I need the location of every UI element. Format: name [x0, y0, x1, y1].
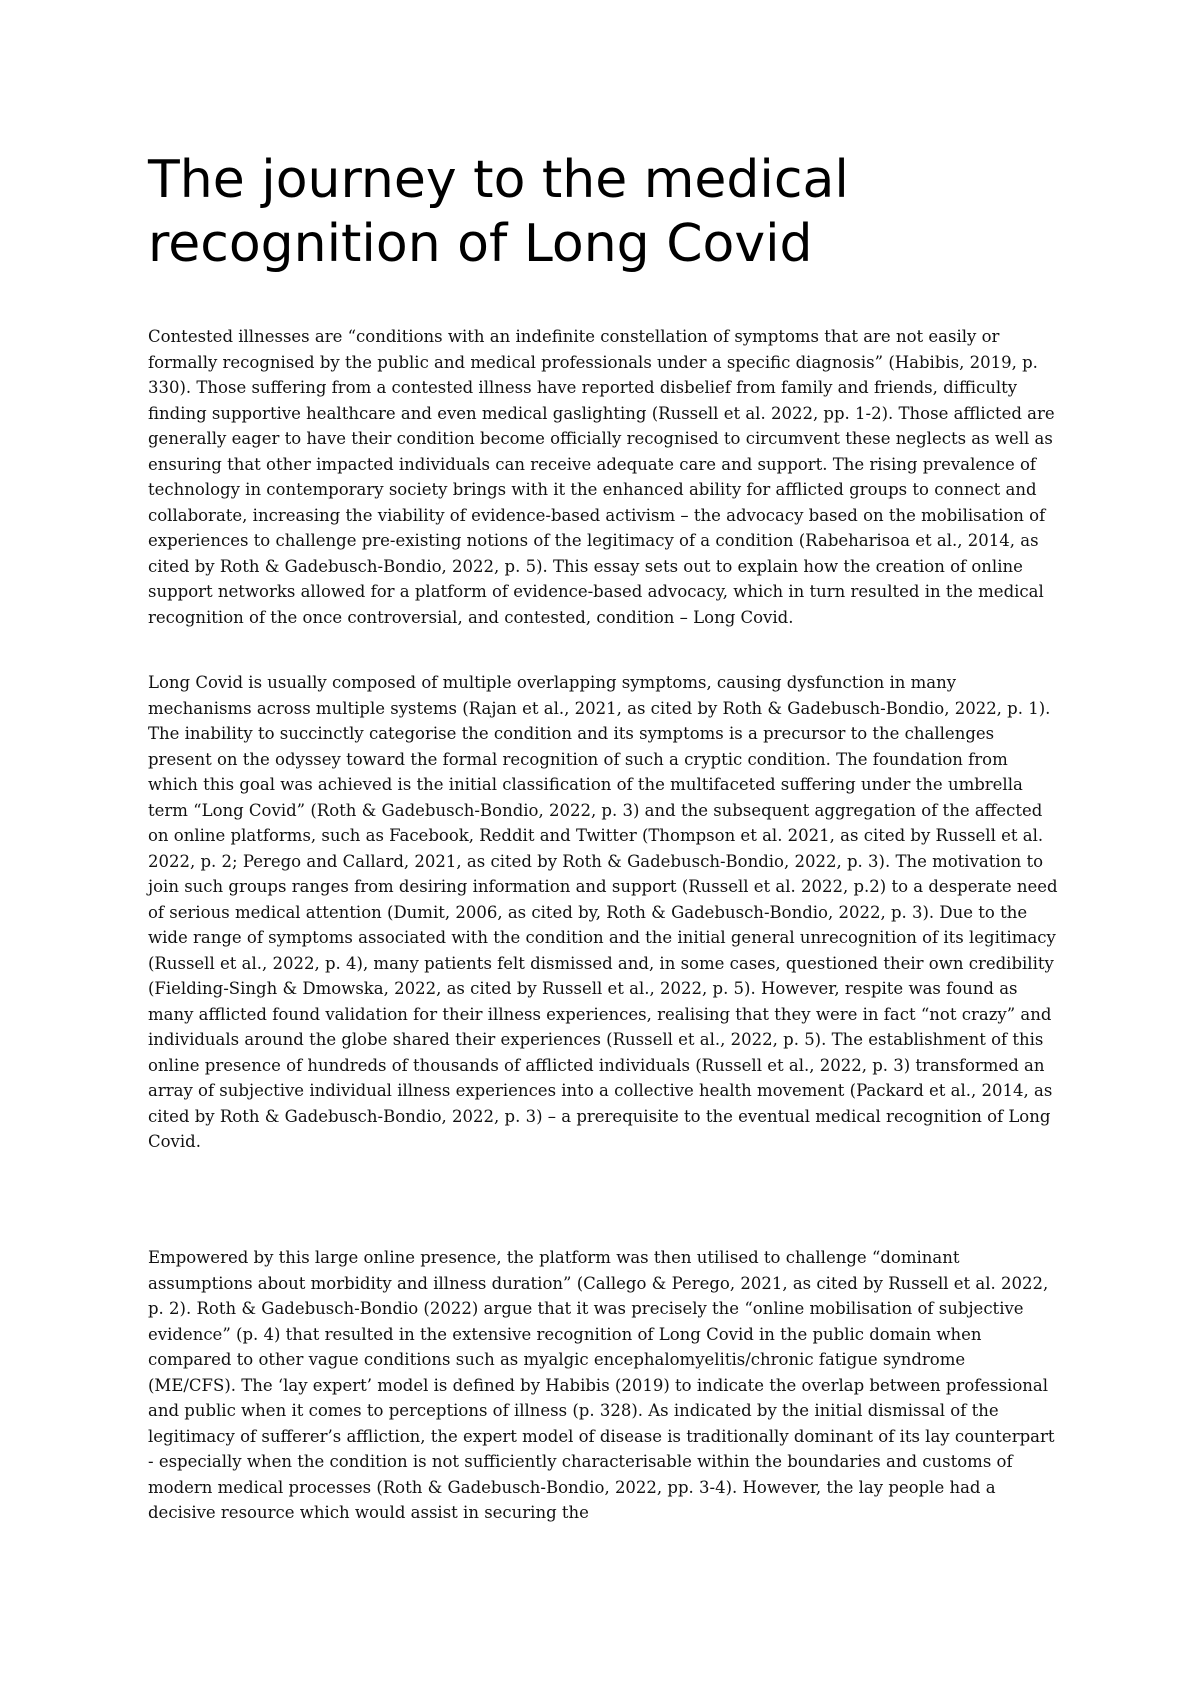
paragraph-2: Long Covid is usually composed of multiple overlapping symptoms, causing dysfunction in many mechanisms across multiple systems (Rajan et al., 2021, as cited by Roth & Gadebusch-Bondio, 2022, p. 1). The inability to succinctly categorise the condition and its symptoms is a precursor to the challenges present on the odyssey toward the formal recognition of such a cryptic condition. The foundation from which this goal was achieved is the initial classification of the multifaceted suffering under the umbrella term “Long Covid” (Roth & Gadebusch-Bondio, 2022, p. 3) and the subsequent aggregation of the affected on online platforms, such as Facebook, Reddit and Twitter (Thompson et al. 2021, as cited by Russell et al. 2022, p. 2; Perego and Callard, 2021, as cited by Roth & Gadebusch-Bondio, 2022, p. 3). The motivation to join such groups ranges from desiring information and support (Russell et al. 2022, p.2) to a desperate need of serious medical attention (Dumit, 2006, as cited by, Roth & Gadebusch-Bondio, 2022, p. 3). Due to the wide range of symptoms associated with the condition and the initial general unrecognition of its legitimacy (Russell et al., 2022, p. 4), many patients felt dismissed and, in some cases, questioned their own credibility (Fielding-Singh & Dmowska, 2022, as cited by Russell et al., 2022, p. 5). However, respite was found as many afflicted found validation for their illness experiences, realising that they were in fact “not crazy” and individuals around the globe shared their experiences (Russell et al., 2022, p. 5). The establishment of this online presence of hundreds of thousands of afflicted individuals (Russell et al., 2022, p. 3) transformed an array of subjective individual illness experiences into a collective health movement (Packard et al., 2014, as cited by Roth & Gadebusch-Bondio, 2022, p. 3) – a prerequisite to the eventual medical recognition of Long Covid.: [148, 673, 1058, 1151]
paragraph-3: Empowered by this large online presence, the platform was then utilised to challenge “dominant assumptions about morbidity and illness duration” (Callego & Perego, 2021, as cited by Russell et al. 2022, p. 2). Roth & Gadebusch-Bondio (2022) argue that it was precisely the “online mobilisation of subjective evidence” (p. 4) that resulted in the extensive recognition of Long Covid in the public domain when compared to other vague conditions such as myalgic encephalomyelitis/chronic fatigue syndrome (ME/CFS). The ‘lay expert’ model is defined by Habibis (2019) to indicate the overlap between professional and public when it comes to perceptions of illness (p. 328). As indicated by the initial dismissal of the legitimacy of sufferer’s affliction, the expert model of disease is traditionally dominant of its lay counterpart - especially when the condition is not sufficiently characterisable within the boundaries and customs of modern medical processes (Roth & Gadebusch-Bondio, 2022, pp. 3-4). However, the lay people had a decisive resource which would assist in securing the: [148, 1248, 1055, 1522]
title-line-1: The journey to the medical: [148, 150, 849, 210]
title-line-2: recognition of Long Covid: [148, 214, 813, 274]
paragraph-1: Contested illnesses are “conditions with an indefinite constellation of symptoms that are not easily or formally recognised by the public and medical professionals under a specific diagnosis” (Habibis, 2019, p. 330). Those suffering from a contested illness have reported disbelief from family and friends, difficulty finding supportive healthcare and even medical gaslighting (Russell et al. 2022, pp. 1-2). Those afflicted are generally eager to have their condition become officially recognised to circumvent these neglects as well as ensuring that other impacted individuals can receive adequate care and support. The rising prevalence of technology in contemporary society brings with it the enhanced ability for afflicted groups to connect and collaborate, increasing the viability of evidence-based activism – the advocacy based on the mobilisation of experiences to challenge pre-existing notions of the legitimacy of a condition (Rabeharisoa et al., 2014, as cited by Roth & Gadebusch-Bondio, 2022, p. 5). This essay sets out to explain how the creation of online support networks allowed for a platform of evidence-based advocacy, which in turn resulted in the medical recognition of the once controversial, and contested, condition – Long Covid.: [148, 327, 1055, 627]
document-title: [148, 148, 1048, 276]
